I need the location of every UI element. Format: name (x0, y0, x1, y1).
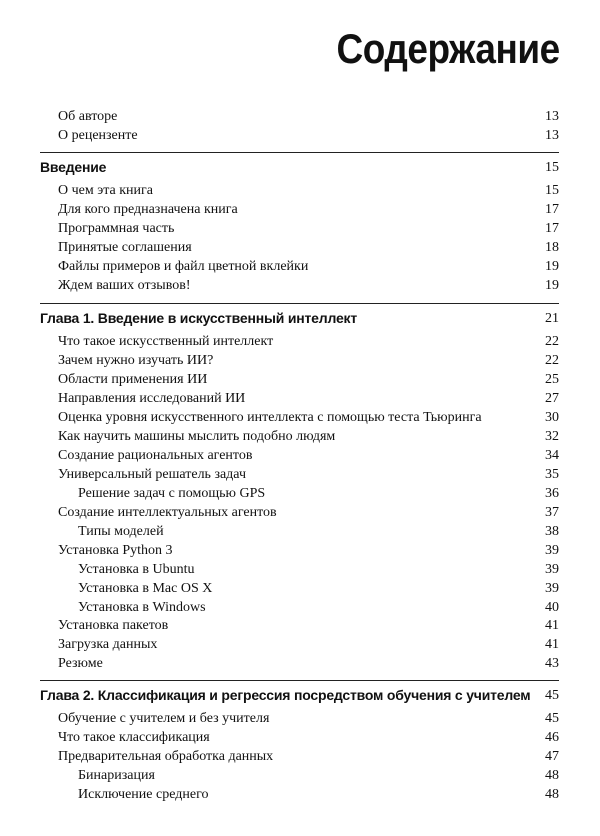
toc-section-row (0, 158, 600, 177)
toc-entry-row (0, 427, 600, 446)
toc-entry-label: Об авторе (58, 109, 118, 124)
toc-page-number: 17 (545, 221, 559, 236)
toc-page-number: 19 (545, 259, 559, 274)
toc-entry-label: Установка в Ubuntu (78, 562, 195, 577)
toc-entry-label: О чем эта книга (58, 183, 153, 198)
toc-entry-label: Программная часть (58, 221, 175, 236)
toc-entry-label: Резюме (58, 656, 103, 671)
toc-page-number: 48 (545, 768, 559, 783)
toc-section-row (0, 309, 600, 328)
toc-entry-row (0, 785, 600, 804)
toc-entry-row (0, 446, 600, 465)
toc-page-number: 13 (545, 109, 559, 124)
toc-entry-row (0, 522, 600, 541)
toc-entry-label: Решение задач с помощью GPS (78, 486, 266, 501)
toc-entry-row (0, 276, 600, 295)
section-divider (40, 303, 559, 304)
toc-page-number: 22 (545, 334, 559, 349)
page-title: Содержание (336, 25, 560, 72)
toc-page-number: 37 (545, 505, 559, 520)
toc-entry-label: Исключение среднего (78, 787, 209, 802)
toc-page-number: 46 (545, 730, 559, 745)
section-divider (40, 680, 559, 681)
toc-page-number: 34 (545, 448, 559, 463)
toc-page-number: 19 (545, 278, 559, 293)
toc-entry-label: Что такое искусственный интеллект (58, 334, 274, 349)
toc-entry-row (0, 598, 600, 617)
toc-entry-row (0, 616, 600, 635)
toc-entry-label: Загрузка данных (58, 637, 158, 652)
toc-entry-row (0, 709, 600, 728)
toc-entry-label: Глава 2. Классификация и регрессия посредством обучения с учителем (40, 687, 531, 703)
toc-entry-label: Создание рациональных агентов (58, 448, 253, 463)
toc-entry-row (0, 370, 600, 389)
toc-entry-label: Принятые соглашения (58, 240, 192, 255)
toc-entry-row (0, 465, 600, 484)
toc-page-number: 36 (545, 486, 559, 501)
toc-entry-label: Файлы примеров и файл цветной вклейки (58, 259, 309, 274)
toc-page-number: 39 (545, 562, 559, 577)
toc-section-row (0, 686, 600, 705)
toc-page-number: 39 (545, 581, 559, 596)
section-divider (40, 152, 559, 153)
toc-page-number: 41 (545, 637, 559, 652)
toc-page-number: 45 (545, 711, 559, 726)
toc-entry-label: Оценка уровня искусственного интеллекта с помощью теста Тьюринга (58, 410, 482, 425)
toc-entry-label: Установка пакетов (58, 618, 169, 633)
toc-page-number: 39 (545, 543, 559, 558)
toc-entry-label: Введение (40, 159, 107, 175)
toc-entry-row (0, 389, 600, 408)
toc-entry-row (0, 503, 600, 522)
toc-entry-row (0, 181, 600, 200)
toc-entry-label: Ждем ваших отзывов! (58, 278, 191, 293)
toc-page-number: 18 (545, 240, 559, 255)
toc-page-number: 27 (545, 391, 559, 406)
toc-page-number: 45 (545, 688, 559, 703)
toc-entry-row (0, 541, 600, 560)
toc-entry-row (0, 107, 600, 126)
toc-entry-row (0, 200, 600, 219)
toc-entry-row (0, 332, 600, 351)
toc-entry-row (0, 766, 600, 785)
toc-entry-label: Типы моделей (78, 524, 164, 539)
toc-entry-row (0, 257, 600, 276)
toc-entry-row (0, 238, 600, 257)
toc-page-number: 30 (545, 410, 559, 425)
toc-page-number: 47 (545, 749, 559, 764)
toc-page-number: 17 (545, 202, 559, 217)
toc-page-number: 15 (545, 183, 559, 198)
toc-page-number: 35 (545, 467, 559, 482)
toc-page-number: 21 (545, 311, 559, 326)
toc-entry-label: Универсальный решатель задач (58, 467, 247, 482)
toc-page-number: 25 (545, 372, 559, 387)
toc-entry-row (0, 579, 600, 598)
toc-entry-row (0, 560, 600, 579)
toc-entry-label: Бинаризация (78, 768, 155, 783)
toc-page-number: 13 (545, 128, 559, 143)
toc-entry-label: Установка в Windows (78, 600, 206, 615)
toc-entry-label: Зачем нужно изучать ИИ? (58, 353, 214, 368)
toc-entry-row (0, 747, 600, 766)
toc-page-number: 38 (545, 524, 559, 539)
toc-entry-label: Как научить машины мыслить подобно людям (58, 429, 336, 444)
toc-page-number: 15 (545, 160, 559, 175)
toc-entry-label: Обучение с учителем и без учителя (58, 711, 270, 726)
toc-page-number: 41 (545, 618, 559, 633)
toc-entry-label: Установка Python 3 (58, 543, 173, 558)
toc-page-number: 48 (545, 787, 559, 802)
toc-entry-label: Направления исследований ИИ (58, 391, 246, 406)
toc-entry-label: О рецензенте (58, 128, 138, 143)
toc-entry-row (0, 219, 600, 238)
toc-page-number: 22 (545, 353, 559, 368)
toc-entry-row (0, 484, 600, 503)
toc-entry-row (0, 728, 600, 747)
toc-entry-label: Предварительная обработка данных (58, 749, 274, 764)
toc-entry-label: Создание интеллектуальных агентов (58, 505, 277, 520)
toc-entry-label: Глава 1. Введение в искусственный интеллект (40, 310, 358, 326)
toc-entry-row (0, 126, 600, 145)
toc-entry-row (0, 654, 600, 673)
toc-entry-row (0, 408, 600, 427)
toc-page-number: 32 (545, 429, 559, 444)
toc-entry-row (0, 635, 600, 654)
toc-page-number: 40 (545, 600, 559, 615)
toc-entry-row (0, 351, 600, 370)
toc-page-number: 43 (545, 656, 559, 671)
toc-entry-label: Для кого предназначена книга (58, 202, 238, 217)
toc-entry-label: Что такое классификация (58, 730, 210, 745)
toc-entry-label: Области применения ИИ (58, 372, 208, 387)
toc-entry-label: Установка в Mac OS X (78, 581, 213, 596)
